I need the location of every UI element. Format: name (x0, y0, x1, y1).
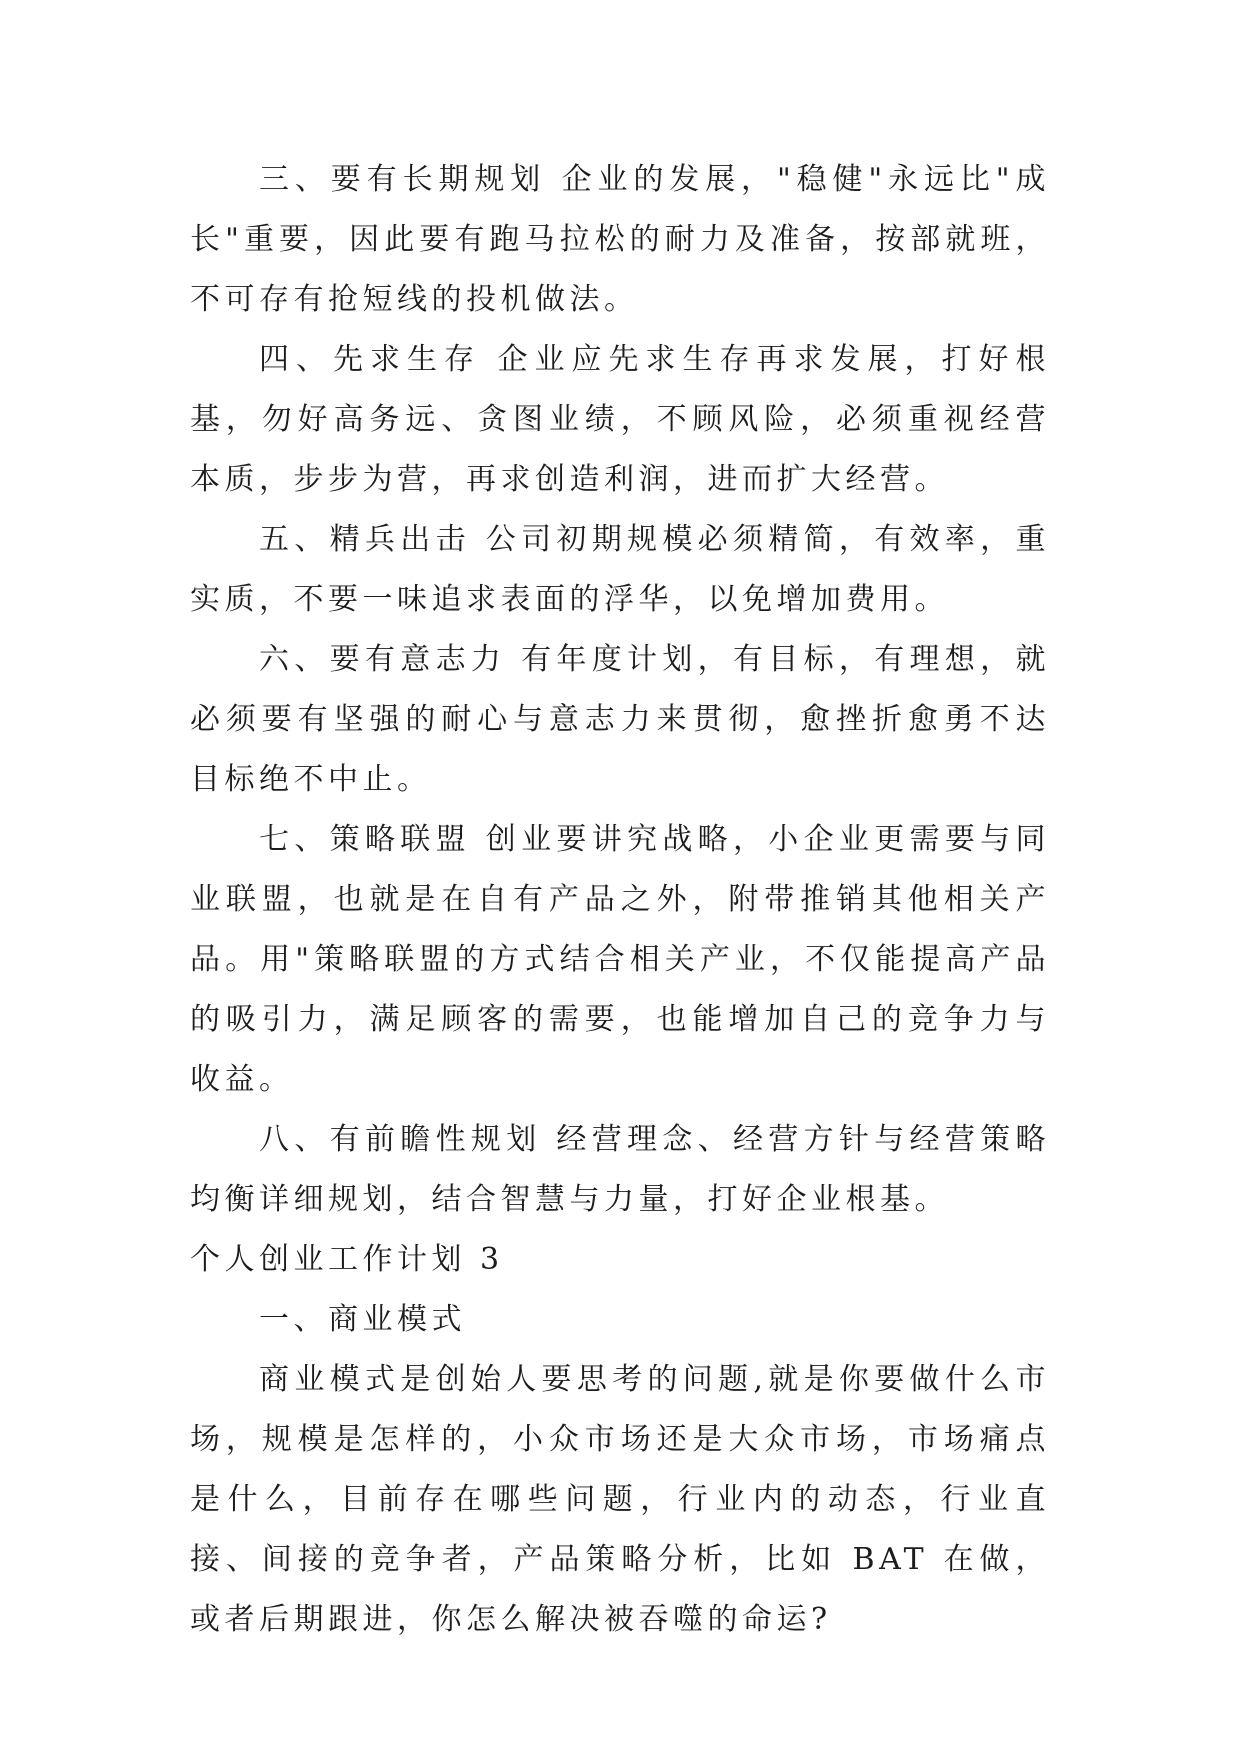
section-title: 个人创业工作计划 3 (190, 1242, 504, 1277)
paragraph-business-model: 商业模式是创始人要思考的问题,就是你要做什么市场，规模是怎样的，小众市场还是大众市场，市场痛点是什么，目前存在哪些问题，行业内的动态，行业直接、间接的竞争者，产品策略分析，比如 BAT 在做，或者后期跟进，你怎么解决被吞噬的命运? (190, 1362, 1050, 1637)
paragraph-long-term-planning: 三、要有长期规划 企业的发展，"稳健"永远比"成长"重要，因此要有跑马拉松的耐力及准备，按部就班，不可存有抢短线的投机做法。 (190, 162, 1050, 317)
paragraph-forward-planning: 八、有前瞻性规划 经营理念、经营方针与经营策略均衡详细规划，结合智慧与力量，打好企业根基。 (190, 1122, 1050, 1217)
paragraph-willpower: 六、要有意志力 有年度计划，有目标，有理想，就必须要有坚强的耐心与意志力来贯彻，愈挫折愈勇不达目标绝不中止。 (190, 642, 1050, 797)
paragraph-strategic-alliance: 七、策略联盟 创业要讲究战略，小企业更需要与同业联盟，也就是在自有产品之外，附带推销其他相关产品。用"策略联盟的方式结合相关产业，不仅能提高产品的吸引力，满足顾客的需要，也能增加自己的竞争力与收益。 (190, 822, 1050, 1097)
paragraph-elite-troops: 五、精兵出击 公司初期规模必须精简，有效率，重实质，不要一味追求表面的浮华，以免增加费用。 (190, 522, 1050, 617)
paragraph-survival-first: 四、先求生存 企业应先求生存再求发展，打好根基，勿好高务远、贪图业绩，不顾风险，必须重视经营本质，步步为营，再求创造利润，进而扩大经营。 (190, 342, 1050, 497)
document-body (190, 150, 1050, 1650)
subsection-title: 一、商业模式 (259, 1302, 466, 1337)
